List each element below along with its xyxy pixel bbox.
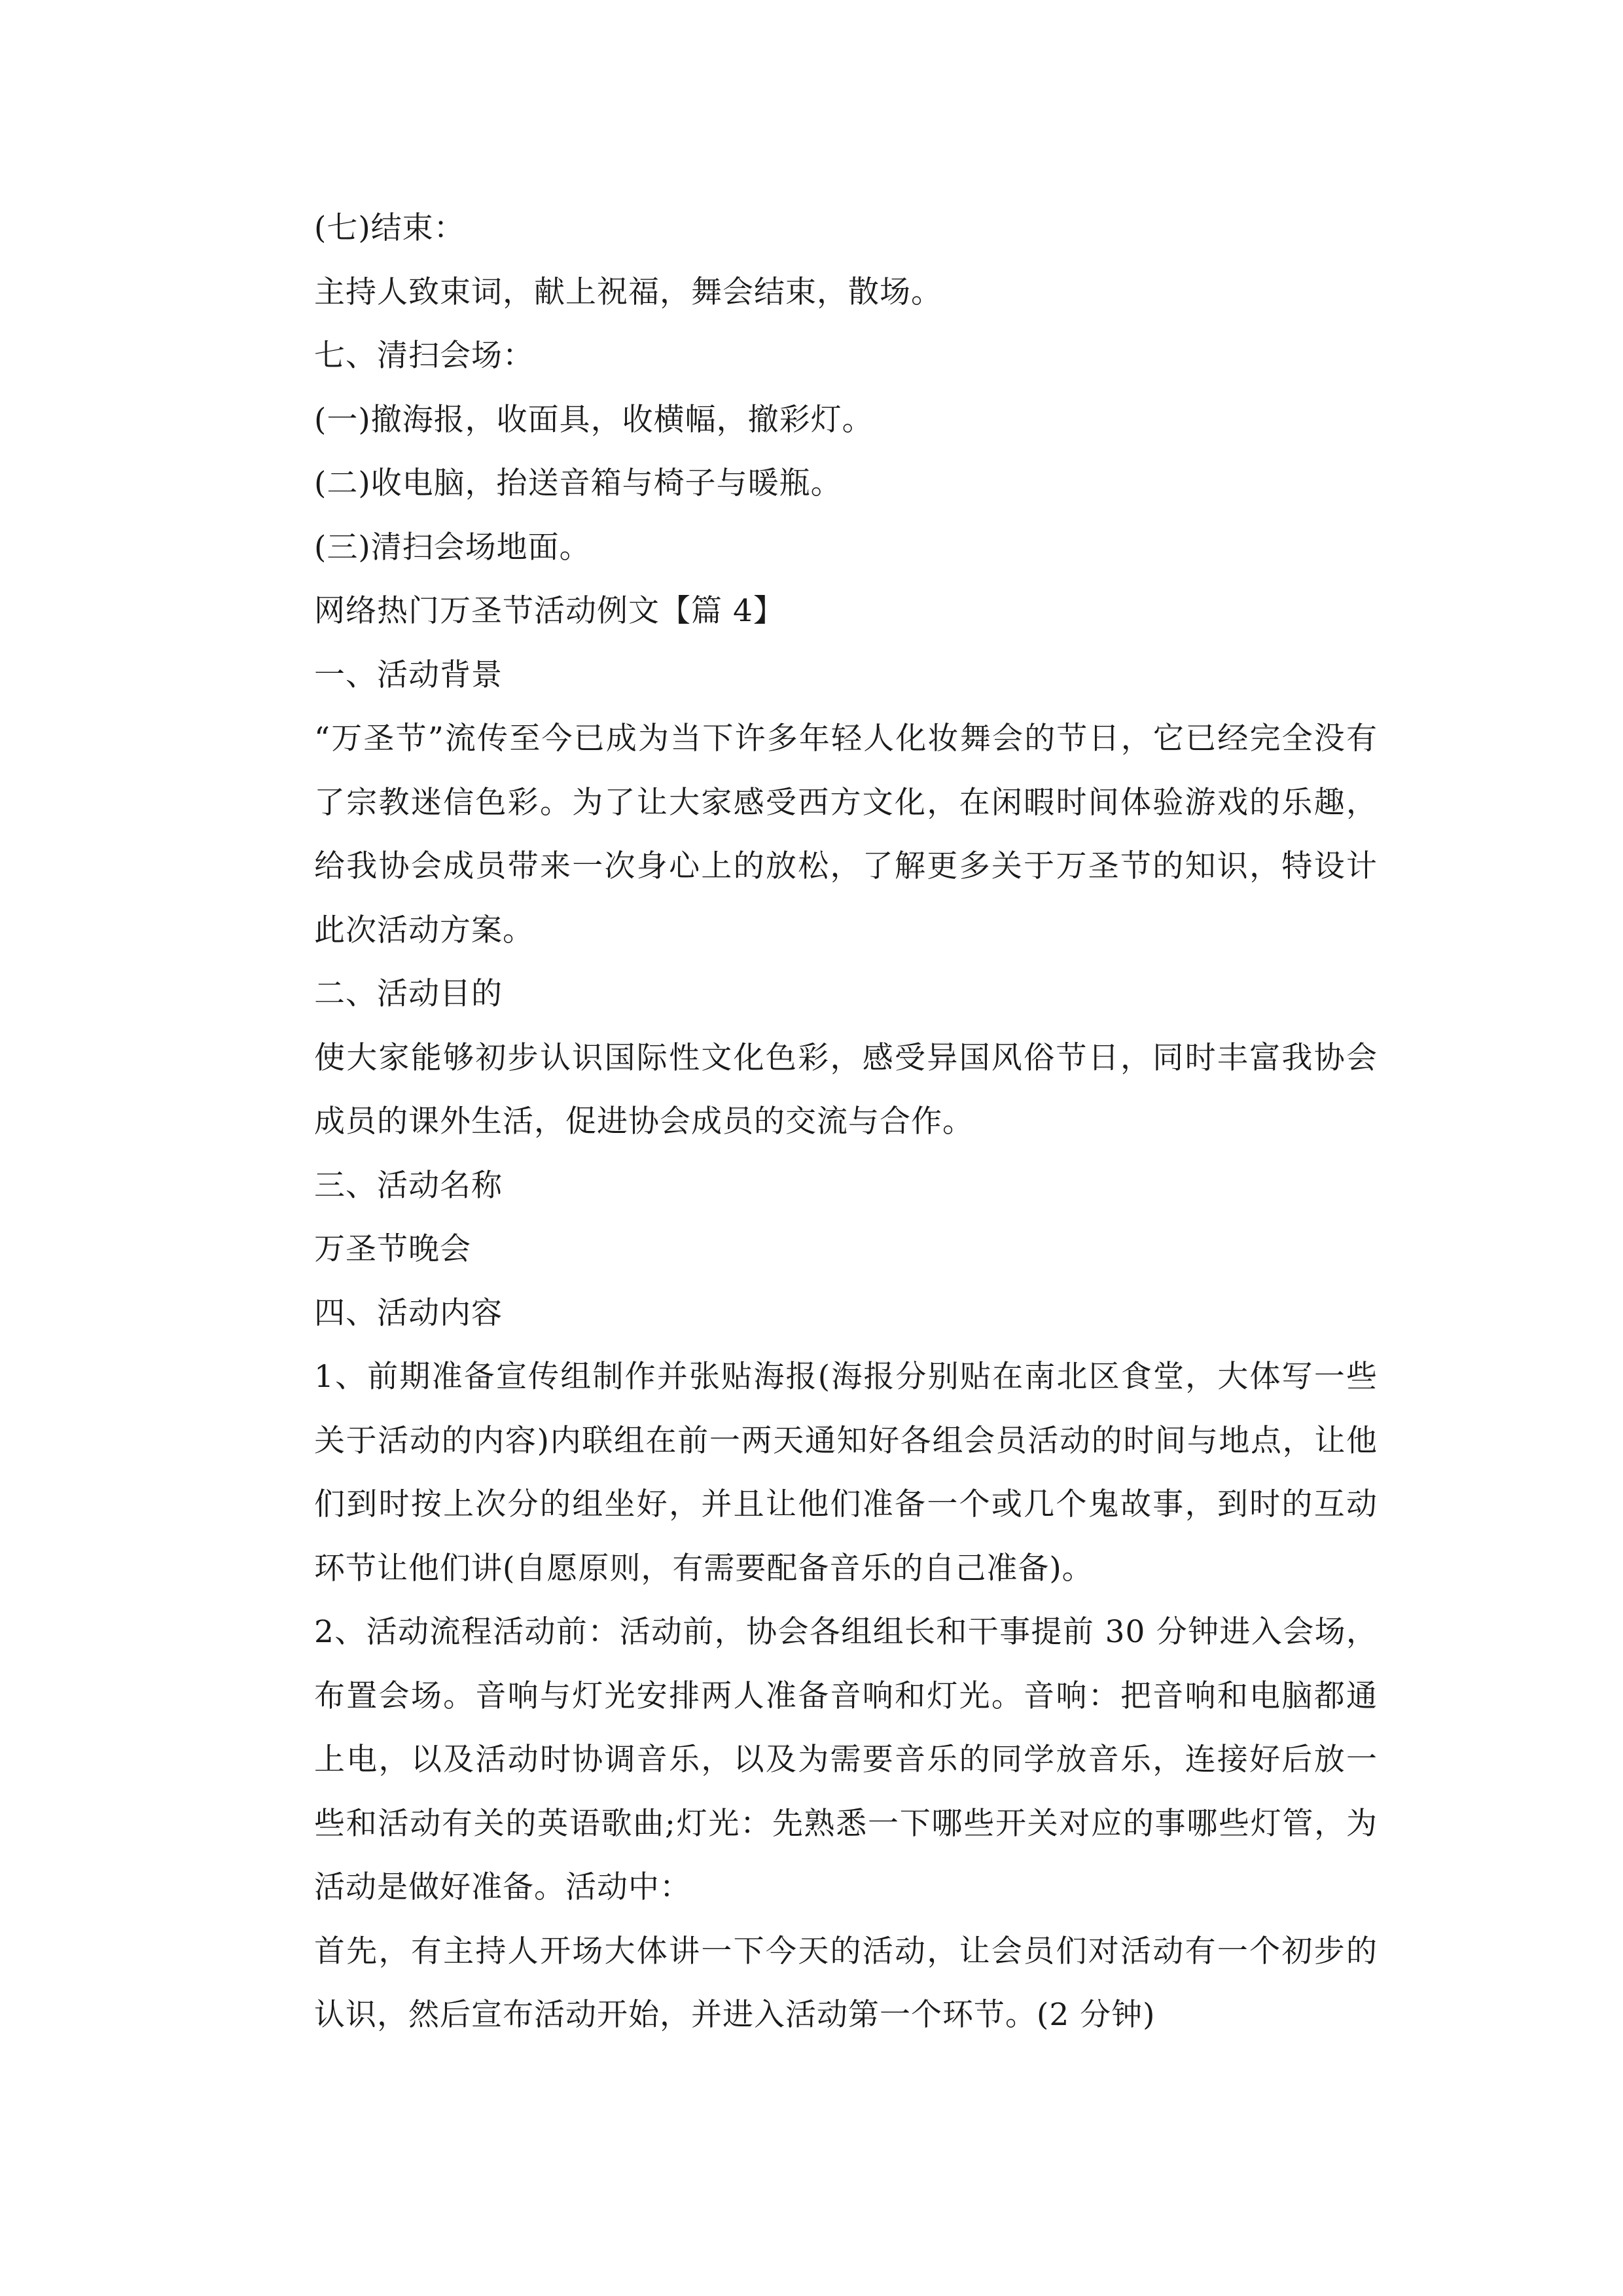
list-item: (二)收电脑，抬送音箱与椅子与暖瓶。 [314, 465, 842, 501]
paragraph: 2、活动流程活动前：活动前，协会各组组长和干事提前 30 分钟进入会场，布置会场。音响与灯光安排两人准备音响和灯光。音响：把音响和电脑都通上电，以及活动时协调音乐，以及为需要音乐的同学放音乐，连接好后放一些和活动有关的英语歌曲;灯光：先熟悉一下哪些开关对应的事哪些灯管，为活动是做好准备。活动中： [314, 1614, 1378, 1905]
section-heading-name: 三、活动名称 [314, 1167, 503, 1204]
section-heading-background: 一、活动背景 [314, 656, 503, 693]
section-heading-cleanup: 七、清扫会场： [314, 338, 534, 374]
section-heading-purpose: 二、活动目的 [314, 976, 503, 1012]
paragraph: 主持人致束词，献上祝福，舞会结束，散场。 [314, 274, 942, 310]
paragraph: 首先，有主持人开场大体讲一下今天的活动，让会员们对活动有一个初步的认识，然后宣布活动开始，并进入活动第一个环节。(2 分钟) [314, 1933, 1378, 2033]
document-body [245, 196, 1378, 2047]
article-title: 网络热门万圣节活动例文【篇 4】 [314, 593, 785, 629]
paragraph: 使大家能够初步认识国际性文化色彩，感受异国风俗节日，同时丰富我协会成员的课外生活，促进协会成员的交流与合作。 [314, 1039, 1378, 1139]
list-item: (一)撤海报，收面具，收横幅，撤彩灯。 [314, 401, 874, 438]
section-heading-content: 四、活动内容 [314, 1295, 503, 1331]
paragraph: 万圣节晚会 [314, 1231, 471, 1267]
list-item: (三)清扫会场地面。 [314, 529, 591, 565]
subsection-heading-closing: (七)结束： [314, 210, 465, 246]
paragraph: “万圣节”流传至今已成为当下许多年轻人化妆舞会的节日，它已经完全没有了宗教迷信色彩。为了让大家感受西方文化，在闲暇时间体验游戏的乐趣，给我协会成员带来一次身心上的放松，了解更多关于万圣节的知识，特设计此次活动方案。 [314, 721, 1378, 948]
paragraph: 1、前期准备宣传组制作并张贴海报(海报分别贴在南北区食堂，大体写一些关于活动的内容)内联组在前一两天通知好各组会员活动的时间与地点，让他们到时按上次分的组坐好，并且让他们准备一个或几个鬼故事，到时的互动环节让他们讲(自愿原则，有需要配备音乐的自己准备)。 [314, 1359, 1378, 1587]
